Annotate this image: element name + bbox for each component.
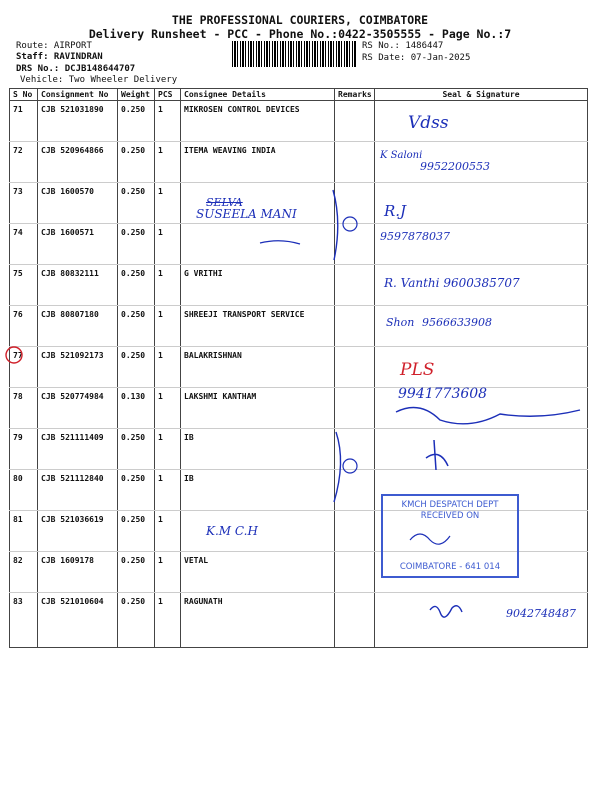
cell-consignment-no: CJB 80807180 [38,306,118,347]
cell-consignee: RAGUNATH [181,593,335,648]
cell-weight: 0.130 [118,388,155,429]
cell-consignee: SHREEJI TRANSPORT SERVICE [181,306,335,347]
circled-mark-79 [343,459,357,473]
cell-pcs: 1 [155,593,181,648]
drs-number: DRS No.: DCJB148644707 [16,64,136,74]
cell-sno: 78 [10,388,38,429]
cell-consignee: MIKROSEN CONTROL DEVICES [181,101,335,142]
cell-weight: 0.250 [118,470,155,511]
cell-pcs: 1 [155,265,181,306]
cell-sno: 72 [10,142,38,183]
cell-consignment-no: CJB 521112840 [38,470,118,511]
handwritten-81: K.M C.H [206,524,258,538]
cell-pcs: 1 [155,224,181,265]
cell-consignment-no: CJB 521010604 [38,593,118,648]
stamp-line-2: RECEIVED ON [420,511,480,521]
cell-weight: 0.250 [118,265,155,306]
sheet-subtitle: Delivery Runsheet - PCC - Phone No.:0422-3505555 - Page No.:7 [88,27,512,41]
cell-weight: 0.250 [118,306,155,347]
cell-weight: 0.250 [118,511,155,552]
signature-77: PLS [400,360,435,380]
cell-consignee: IB [181,470,335,511]
sheet-title: THE PROFESSIONAL COURIERS, COIMBATORE [171,13,429,27]
cell-consignment-no: CJB 521111409 [38,429,118,470]
col-pcs: PCS [155,89,181,101]
cell-consignee: VETAL [181,552,335,593]
col-remarks: Remarks [335,89,375,101]
cell-sno: 81 [10,511,38,552]
signature-75: R. Vanthi 9600385707 [384,276,520,290]
signature-72-phone: 9952200553 [420,160,490,173]
rs-number: RS No.: 1486447 [362,41,444,51]
cell-sno: 76 [10,306,38,347]
cell-pcs: 1 [155,429,181,470]
cell-weight: 0.250 [118,101,155,142]
col-consignee: Consignee Details [181,89,335,101]
col-weight: Weight [118,89,155,101]
brace-mark-73 [333,190,338,260]
cell-consignment-no: CJB 520964866 [38,142,118,183]
circled-mark-73 [343,217,357,231]
struck-name-73: SELVA [206,196,243,209]
cell-weight: 0.250 [118,429,155,470]
cell-weight: 0.250 [118,142,155,183]
vehicle-label: Vehicle: Two Wheeler Delivery [20,75,178,85]
cell-consignment-no: CJB 1600570 [38,183,118,224]
route-label: Route: AIRPORT [16,41,92,51]
handwritten-name-73: SUSEELA MANI [196,207,297,221]
cell-weight: 0.250 [118,593,155,648]
brace-mark-79 [334,432,341,502]
cell-pcs: 1 [155,470,181,511]
cell-pcs: 1 [155,306,181,347]
received-stamp [381,494,519,578]
cell-weight: 0.250 [118,347,155,388]
col-sno: S No [10,89,38,101]
cell-consignment-no: CJB 521092173 [38,347,118,388]
cell-sno: 74 [10,224,38,265]
cell-consignment-no: CJB 80832111 [38,265,118,306]
signature-83 [430,606,462,617]
cell-sno: 75 [10,265,38,306]
cell-pcs: 1 [155,183,181,224]
cell-consignment-no: CJB 1609178 [38,552,118,593]
cell-pcs: 1 [155,552,181,593]
signature-73: R.J [384,202,407,220]
cell-sno: 71 [10,101,38,142]
stamp-line-1: KMCH DESPATCH DEPT [401,500,499,510]
cell-consignee: BALAKRISHNAN [181,347,335,388]
cell-consignment-no: CJB 1600571 [38,224,118,265]
cell-weight: 0.250 [118,552,155,593]
signature-78 [396,408,580,424]
col-seal-signature: Seal & Signature [375,89,588,101]
col-consignment: Consignment No [38,89,118,101]
cell-pcs: 1 [155,142,181,183]
cell-sno: 83 [10,593,38,648]
cell-consignee: ITEMA WEAVING INDIA [181,142,335,183]
cell-weight: 0.250 [118,183,155,224]
cell-sno: 82 [10,552,38,593]
signature-79 [426,440,448,470]
cell-sno: 79 [10,429,38,470]
rs-date: RS Date: 07-Jan-2025 [362,53,471,63]
signature-71: Vdss [408,113,449,133]
staff-label: Staff: RAVINDRAN [16,52,103,62]
cell-pcs: 1 [155,101,181,142]
cell-consignment-no: CJB 520774984 [38,388,118,429]
signature-78-phone: 9941773608 [398,386,488,402]
cell-pcs: 1 [155,347,181,388]
red-circle-mark [6,347,22,363]
cell-consignment-no: CJB 521031890 [38,101,118,142]
dash-mark-74 [260,241,300,244]
cell-pcs: 1 [155,511,181,552]
cell-weight: 0.250 [118,224,155,265]
cell-consignee: IB [181,429,335,470]
cell-sno: 80 [10,470,38,511]
cell-sno: 77 [10,347,38,388]
cell-sno: 73 [10,183,38,224]
signature-72-name: K Saloni [380,150,423,161]
cell-consignee: G VRITHI [181,265,335,306]
signature-76-phone: 9566633908 [422,316,492,329]
signature-76-name: Shon [386,316,415,329]
cell-consignment-no: CJB 521036619 [38,511,118,552]
signature-83-phone: 9042748487 [506,607,576,620]
signature-74-phone: 9597878037 [380,230,450,243]
stamp-line-3: COIMBATORE - 641 014 [399,562,501,572]
cell-pcs: 1 [155,388,181,429]
cell-consignee: LAKSHMI KANTHAM [181,388,335,429]
